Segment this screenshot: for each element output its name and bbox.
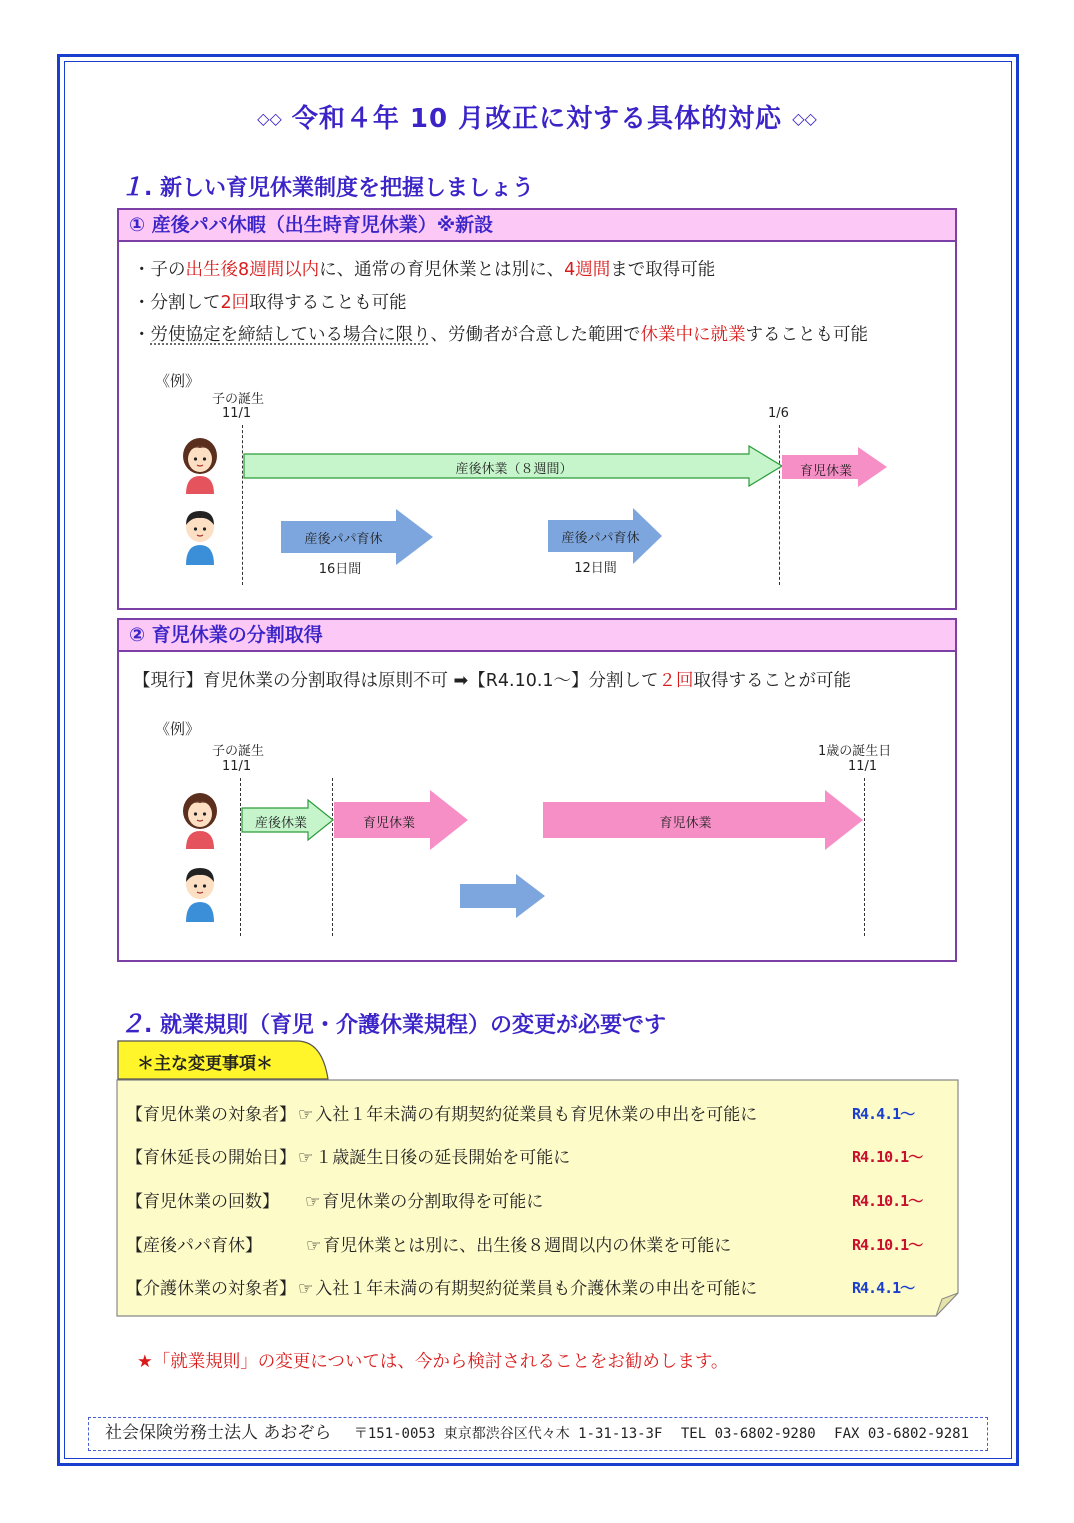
section1-text: . 新しい育児休業制度を把握しましょう xyxy=(144,176,535,201)
papa-leave-days-1: 16日間 xyxy=(318,562,362,577)
section1-number: １ xyxy=(120,173,144,201)
papa-leave-days-2: 12日間 xyxy=(574,561,617,576)
box2-end-label: 1歳の誕生日 xyxy=(818,744,892,759)
notes-row-1-date: R4.4.1～ xyxy=(852,1105,915,1123)
notes-row-2-label: 【育休延長の開始日】 xyxy=(126,1148,296,1168)
box1-bullet-1: ・子の出生後8週間以内に、通常の育児休業とは別に、4週間まで取得可能 xyxy=(133,260,716,280)
box2-end-line xyxy=(864,778,865,936)
notes-row-5-text: 入社１年未満の有期契約従業員も介護休業の申出を可能に xyxy=(315,1279,758,1299)
box2-birth-line xyxy=(240,778,241,936)
maternity-leave-8w-label: 産後休業（８週間） xyxy=(455,462,573,477)
box2-birth-label: 子の誕生 xyxy=(212,744,265,759)
notes-row-4-date: R4.10.1～ xyxy=(852,1236,923,1254)
father-icon-2 xyxy=(180,862,220,922)
notes-row-4-text: 育児休業とは別に、出生後８週間以内の休業を可能に xyxy=(323,1236,732,1256)
notes-row-4-label: 【産後パパ育休】 xyxy=(126,1236,262,1256)
box2-heading: ② 育児休業の分割取得 xyxy=(119,620,955,652)
footer-tel: TEL 03-6802-9280 xyxy=(680,1426,816,1442)
section1-heading xyxy=(120,167,534,202)
title-diamonds-left: ◇◇ xyxy=(257,109,282,128)
box2-birth-date: 11/1 xyxy=(222,759,252,774)
childcare-leave-label-1: 育児休業 xyxy=(799,464,852,479)
mother-icon-2 xyxy=(180,789,220,849)
page-title xyxy=(0,98,1074,135)
notes-row-5 xyxy=(126,1274,757,1299)
footer-fax: FAX 03-6802-9281 xyxy=(834,1426,970,1442)
notes-tab-label: ＊主な変更事項＊ xyxy=(137,1054,273,1074)
section2-text: . 就業規則（育児・介護休業規程）の変更が必要です xyxy=(144,1013,667,1038)
papa-leave-label-1: 産後パパ育休 xyxy=(304,532,383,547)
notes-row-2 xyxy=(126,1143,570,1168)
notes-row-3-label: 【育児休業の回数】 xyxy=(126,1192,279,1212)
box1-example-label: 《例》 xyxy=(155,372,201,390)
box2-end-date: 11/1 xyxy=(848,759,878,774)
pointing-hand-icon: ☞ xyxy=(306,1236,322,1256)
childcare-leave-label-2: 育児休業 xyxy=(362,816,415,831)
footer-address: 〒151-0053 東京都渋谷区代々木 1-31-13-3F xyxy=(353,1426,663,1442)
title-text: 令和４年 10 月改正に対する具体的対応 xyxy=(291,104,783,134)
notes-row-1 xyxy=(126,1100,757,1125)
notes-row-3-text: 育児休業の分割取得を可能に xyxy=(322,1192,544,1212)
title-diamonds-right: ◇◇ xyxy=(792,109,817,128)
footer-firm-name: 社会保険労務士法人 あおぞら xyxy=(105,1423,332,1443)
papa-leave-label-2: 産後パパ育休 xyxy=(561,531,640,546)
box2-line: 【現行】育児休業の分割取得は原則不可 ➡【R4.10.1～】分割して２回取得することが可能 xyxy=(133,671,852,691)
box1-heading: ① 産後パパ休暇（出生時育児休業）※新設 xyxy=(119,210,955,242)
pointing-hand-icon: ☞ xyxy=(305,1192,321,1212)
box1-birth-date: 11/1 xyxy=(222,406,252,421)
box1-bullet-3: ・労使協定を締結している場合に限り、労働者が合意した範囲で休業中に就業することも可能 xyxy=(133,325,868,345)
notes-row-4 xyxy=(126,1231,731,1256)
box1-bullet-2: ・分割して2回取得することも可能 xyxy=(133,293,407,313)
box2-example-label: 《例》 xyxy=(155,720,201,738)
recommendation-note: ★「就業規則」の変更については、今から検討されることをお勧めします。 xyxy=(137,1352,729,1372)
notes-row-1-label: 【育児休業の対象者】 xyxy=(126,1105,296,1125)
section2-heading xyxy=(120,1004,666,1039)
notes-row-2-text: １歳誕生日後の延長開始を可能に xyxy=(315,1148,571,1168)
box1-birth-line xyxy=(242,425,243,585)
notes-row-2-date: R4.10.1～ xyxy=(852,1148,923,1166)
notes-row-3-date: R4.10.1～ xyxy=(852,1192,923,1210)
childcare-leave-label-3: 育児休業 xyxy=(659,816,712,831)
notes-row-1-text: 入社１年未満の有期契約従業員も育児休業の申出を可能に xyxy=(315,1105,758,1125)
notes-row-3 xyxy=(126,1187,543,1212)
pointing-hand-icon: ☞ xyxy=(298,1279,314,1299)
box1-end-date: 1/6 xyxy=(768,406,789,421)
notes-row-5-date: R4.4.1～ xyxy=(852,1279,915,1297)
section2-number: ２ xyxy=(120,1010,144,1038)
father-icon xyxy=(180,505,220,565)
box1-birth-label: 子の誕生 xyxy=(212,392,265,407)
maternity-leave-label-2: 産後休業 xyxy=(254,816,307,831)
papa-split-leave-arrow xyxy=(460,874,546,918)
footer-contact xyxy=(88,1417,988,1451)
pointing-hand-icon: ☞ xyxy=(298,1105,314,1125)
pointing-hand-icon: ☞ xyxy=(298,1148,314,1168)
mother-icon xyxy=(180,434,220,494)
notes-row-5-label: 【介護休業の対象者】 xyxy=(126,1279,296,1299)
